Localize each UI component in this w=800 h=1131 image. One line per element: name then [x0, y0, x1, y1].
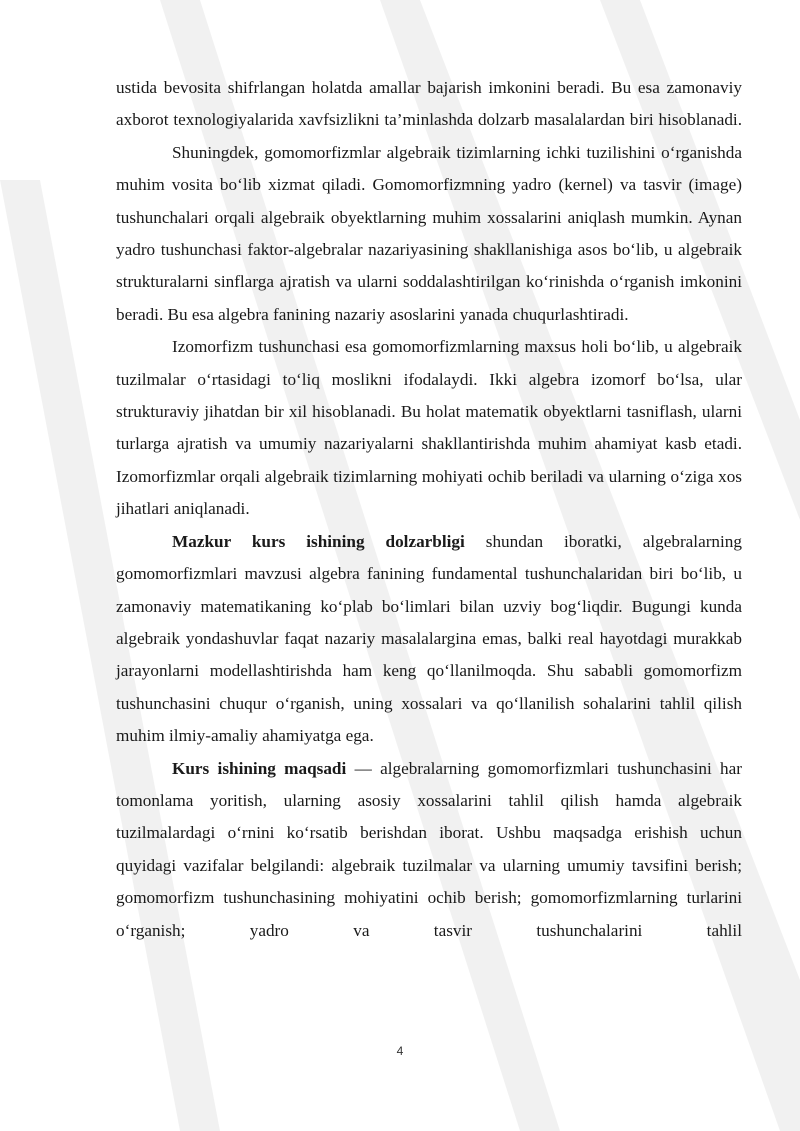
paragraph-text: Shuningdek, gomomorfizmlar algebraik tizimlarning ichki tuzilishini o‘rganishda muhim vosita bo‘lib xizmat qiladi. Gomomorfizmning yadro (kernel) va tasvir (image) tushunchalari orqali algebraik obyektlarning muhim xossalarini aniqlash mumkin. Aynan yadro tushunchasi faktor-algebralar nazariyasining shakllanishiga asos bo‘lib, u algebraik strukturalarni sinflarga ajratish va ularni soddalashtirilgan ko‘rinishda o‘rganish imkonini beradi. Bu esa algebra fanining nazariy asoslarini yanada chuqurlashtiradi.: [116, 142, 742, 324]
goal-heading: Kurs ishining maqsadi: [172, 758, 347, 778]
paragraph-text: ustida bevosita shifrlangan holatda amallar bajarish imkonini beradi. Bu esa zamonaviy axborot texnologiyalarida xavfsizlikni ta’minlashda dolzarb masalalardan biri hisoblanadi.: [116, 78, 742, 130]
paragraph-goal: [116, 753, 742, 947]
paragraph-text: Izomorfizm tushunchasi esa gomomorfizmlarning maxsus holi bo‘lib, u algebraik tuzilmalar o‘rtasidagi to‘liq moslikni ifodalaydi. Ikki algebra izomorf bo‘lsa, ular strukturaviy jihatdan bir xil hisoblanadi. Bu holat matematik obyektlarni tasniflash, ularni turlarga ajratish va umumiy nazariyalarni shakllantirishda muhim ahamiyat kasb etadi. Izomorfizmlar orqali algebraik tizimlarning mohiyati ochib beriladi va ularning o‘ziga xos jihatlari aniqlanadi.: [116, 337, 742, 519]
paragraph-izomorfizm: [116, 331, 742, 525]
paragraph-text: shundan iboratki, algebralarning gomomorfizmlari mavzusi algebra fanining fundamental tushunchalaridan biri bo‘lib, u zamonaviy matematikaning ko‘plab bo‘limlari bilan uzviy bog‘liqdir. Bugungi kunda algebraik yondashuvlar faqat nazariy masalalargina emas, balki real hayotdagi murakkab jarayonlarni modellashtirishda ham keng qo‘llanilmoqda. Shu sababli gomomorfizm tushunchasini chuqur o‘rganish, uning xossalari va qo‘llanilish sohalarini tahlil qilish muhim ilmiy-amaliy ahamiyatga ega.: [116, 531, 742, 746]
paragraph-relevance: [116, 526, 742, 753]
body-text: [116, 72, 742, 947]
paragraph-continuation: [116, 72, 742, 137]
paragraph-text: — algebralarning gomomorfizmlari tushunchasini har tomonlama yoritish, ularning asosiy xossalarini tahlil qilish hamda algebraik tuzilmalardagi o‘rnini ko‘rsatib berishdan iborat. Ushbu maqsadga erishish uchun quyidagi vazifalar belgilandi: algebraik tuzilmalar va ularning umumiy tavsifini berish; gomomorfizm tushunchasining mohiyatini ochib berish; gomomorfizmlarning turlarini o‘rganish; yadro va tasvir tushunchalarini tahlil: [116, 758, 742, 940]
relevance-heading: Mazkur kurs ishining dolzarbligi: [172, 531, 465, 551]
page-number: 4: [396, 1044, 404, 1058]
paragraph-gomomorfizm-structure: [116, 137, 742, 331]
